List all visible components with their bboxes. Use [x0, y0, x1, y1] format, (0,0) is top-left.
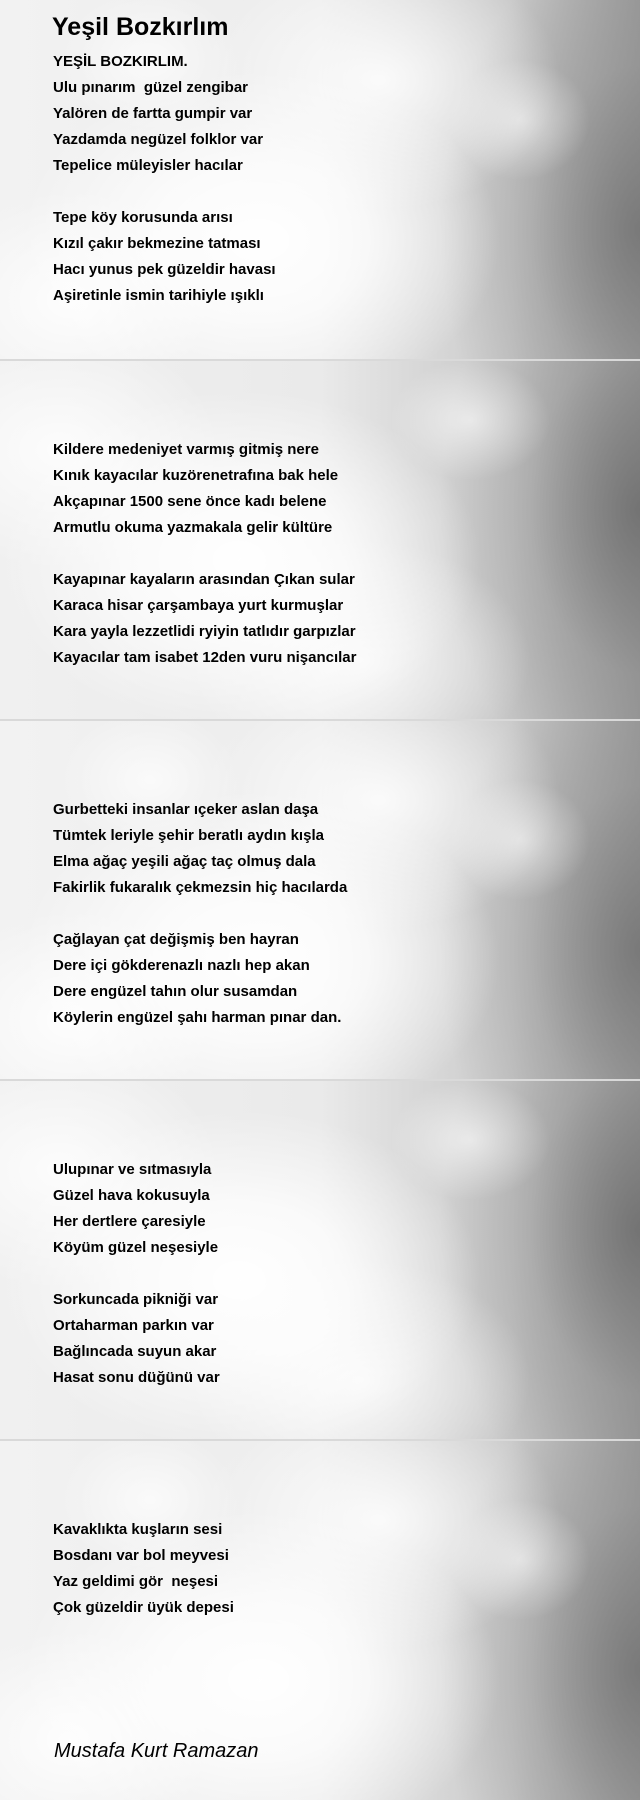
- panel-divider: [0, 1439, 640, 1441]
- poem-line: Köylerin engüzel şahı harman pınar dan.: [53, 1009, 342, 1026]
- stanza-3: [53, 437, 338, 541]
- poem-line: Güzel hava kokusuyla: [53, 1187, 210, 1204]
- poem-line: Yalören de fartta gumpir var: [53, 105, 253, 122]
- poem-line: Kildere medeniyet varmış gitmiş nere: [53, 441, 319, 458]
- poem-line: Karaca hisar çarşambaya yurt kurmuşlar: [53, 597, 344, 614]
- stanza-9: [53, 1517, 234, 1621]
- poem-line: Kara yayla lezzetlidi ryiyin tatlıdır garpızlar: [53, 623, 356, 640]
- poem-line: Bağlıncada suyun akar: [53, 1343, 217, 1360]
- stanza-6: [53, 927, 341, 1031]
- stanza-8: [53, 1287, 220, 1391]
- poem-line: YEŞİL BOZKIRLIM.: [53, 53, 188, 70]
- poem-line: Ortaharman parkın var: [53, 1317, 214, 1334]
- poem-line: Bosdanı var bol meyvesi: [53, 1547, 229, 1564]
- poem-line: Tümtek leriyle şehir beratlı aydın kışla: [53, 827, 324, 844]
- poem-line: Yazdamda negüzel folklor var: [53, 131, 264, 148]
- poem-line: Çağlayan çat değişmiş ben hayran: [53, 931, 299, 948]
- poem-title: Yeşil Bozkırlım: [52, 13, 229, 41]
- panel-divider: [0, 1079, 640, 1081]
- poem-line: Çok güzeldir üyük depesi: [53, 1599, 234, 1616]
- stanza-2: [53, 205, 276, 309]
- poem-line: Her dertlere çaresiyle: [53, 1213, 206, 1230]
- stanza-4: [53, 567, 356, 671]
- stanza-5: [53, 797, 347, 901]
- poem-line: Kızıl çakır bekmezine tatması: [53, 235, 261, 252]
- poem-line: Sorkuncada pikniği var: [53, 1291, 219, 1308]
- poem-line: Ulu pınarım güzel zengibar: [53, 79, 249, 96]
- stanza-7: [53, 1157, 218, 1261]
- stanza-1: [53, 49, 263, 179]
- poem-line: Tepe köy korusunda arısı: [53, 209, 233, 226]
- poem-line: Elma ağaç yeşili ağaç taç olmuş dala: [53, 853, 316, 870]
- poem-line: Hacı yunus pek güzeldir havası: [53, 261, 276, 278]
- poem-line: Kayapınar kayaların arasından Çıkan sular: [53, 571, 355, 588]
- poem-line: Fakirlik fukaralık çekmezsin hiç hacılarda: [53, 879, 348, 896]
- poem-line: Armutlu okuma yazmakala gelir kültüre: [53, 519, 333, 536]
- poem-line: Aşiretinle ismin tarihiyle ışıklı: [53, 287, 264, 304]
- panel-divider: [0, 359, 640, 361]
- poem-line: Kavaklıkta kuşların sesi: [53, 1521, 223, 1538]
- poem-author: Mustafa Kurt Ramazan: [54, 1740, 259, 1762]
- poem-line: Hasat sonu düğünü var: [53, 1369, 220, 1386]
- poem-line: Köyüm güzel neşesiyle: [53, 1239, 219, 1256]
- panel-divider: [0, 719, 640, 721]
- poem-line: Yaz geldimi gör neşesi: [53, 1573, 219, 1590]
- poem-line: Dere içi gökderenazlı nazlı hep akan: [53, 957, 310, 974]
- poem-line: Ulupınar ve sıtmasıyla: [53, 1161, 212, 1178]
- poem-line: Dere engüzel tahın olur susamdan: [53, 983, 298, 1000]
- poem-line: Gurbetteki insanlar ıçeker aslan daşa: [53, 801, 319, 818]
- poem-line: Kayacılar tam isabet 12den vuru nişancılar: [53, 649, 357, 666]
- poem-line: Kınık kayacılar kuzörenetrafına bak hele: [53, 467, 339, 484]
- poem-line: Akçapınar 1500 sene önce kadı belene: [53, 493, 327, 510]
- poem-line: Tepelice müleyisler hacılar: [53, 157, 243, 174]
